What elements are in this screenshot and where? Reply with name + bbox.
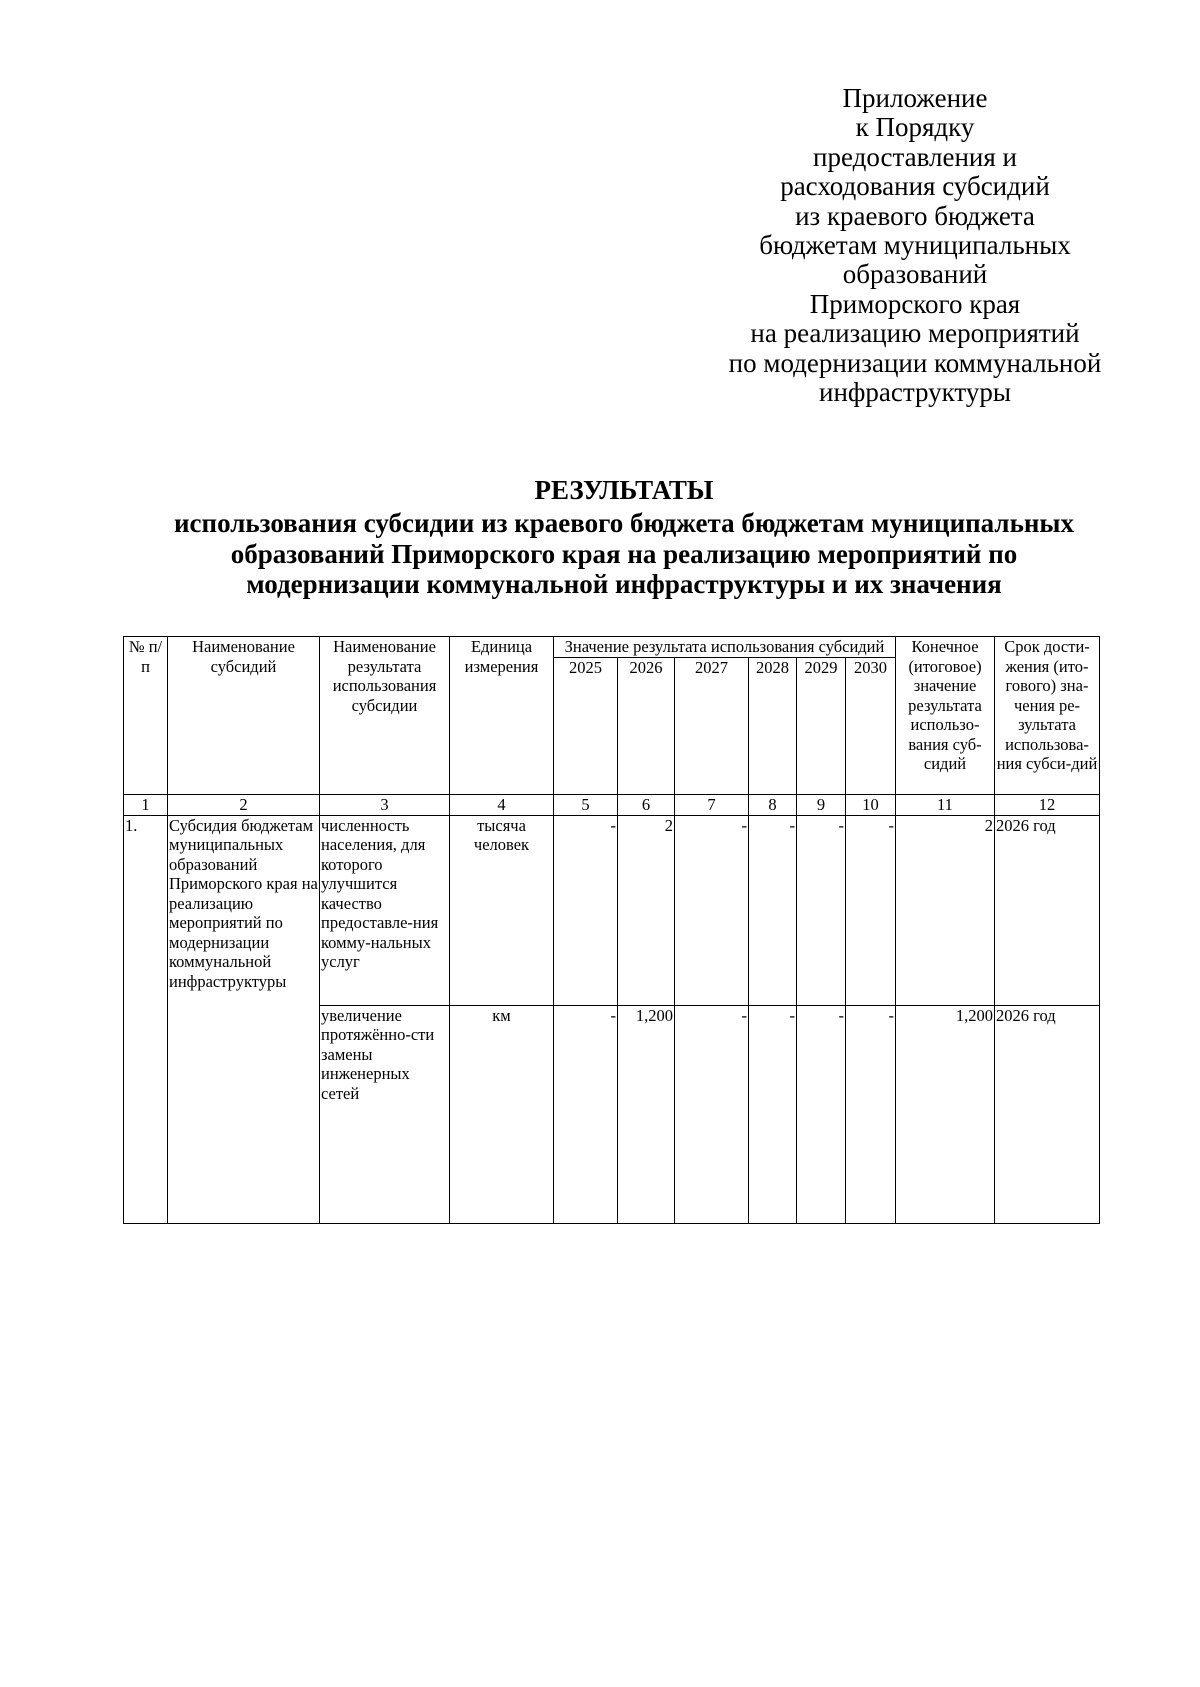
column-number: 3 <box>320 794 450 815</box>
subtitle-line: образований Приморского края на реализацию мероприятий по <box>230 538 1018 569</box>
column-number: 12 <box>995 794 1100 815</box>
column-number: 9 <box>797 794 846 815</box>
column-number-row <box>124 794 1100 815</box>
final-value-cell: 2 <box>896 815 995 1005</box>
year-value-cell: - <box>846 815 896 1005</box>
header-final-value: Конечное (итоговое) значение результата использо-вания суб-сидий <box>896 637 995 795</box>
year-value-cell: 1,200 <box>618 1005 675 1223</box>
year-value-cell: - <box>846 1005 896 1223</box>
appendix-line: по модернизации коммунальной <box>728 347 1102 378</box>
column-number: 5 <box>554 794 618 815</box>
appendix-line: Приложение <box>842 83 988 113</box>
column-number: 11 <box>896 794 995 815</box>
appendix-line: из краевого бюджета <box>795 200 1035 231</box>
year-value-cell: - <box>749 1005 797 1223</box>
document-subtitle <box>0 508 1200 600</box>
header-deadline: Срок дости-жения (ито-гового) зна-чения ре-зультата использова-ния субси-дий <box>995 637 1100 795</box>
column-number: 4 <box>450 794 554 815</box>
appendix-line: расходования субсидий <box>780 171 1050 202</box>
year-value-cell: - <box>797 1005 846 1223</box>
header-year: 2029 <box>797 657 846 794</box>
appendix-line: предоставления и <box>813 141 1017 172</box>
header-subsidy-name: Наименование субсидий <box>168 637 320 795</box>
year-value-cell: 2 <box>618 815 675 1005</box>
appendix-line: к Порядку <box>855 112 975 143</box>
column-number: 1 <box>124 794 168 815</box>
year-value-cell: - <box>749 815 797 1005</box>
document-title: РЕЗУЛЬТАТЫ <box>534 475 714 505</box>
header-unit: Единица измерения <box>450 637 554 795</box>
column-number: 8 <box>749 794 797 815</box>
year-value-cell: - <box>554 815 618 1005</box>
subtitle-line: использования субсидии из краевого бюджета бюджетам муниципальных <box>174 508 1074 538</box>
header-year: 2026 <box>618 657 675 794</box>
appendix-line: Приморского края <box>809 288 1021 319</box>
appendix-line: на реализацию мероприятий <box>750 318 1080 349</box>
row-number: 1. <box>124 815 168 1223</box>
column-number: 10 <box>846 794 896 815</box>
appendix-block <box>655 84 1175 407</box>
header-result-name: Наименование результата использования субсидии <box>320 637 450 795</box>
final-value-cell: 1,200 <box>896 1005 995 1223</box>
header-year: 2027 <box>675 657 749 794</box>
subtitle-line: модернизации коммунальной инфраструктуры и их значения <box>246 569 1002 599</box>
unit-cell: км <box>450 1005 554 1223</box>
year-value-cell: - <box>554 1005 618 1223</box>
column-number: 2 <box>168 794 320 815</box>
header-no: № п/п <box>124 637 168 795</box>
year-value-cell: - <box>675 1005 749 1223</box>
header-row <box>124 637 1100 658</box>
header-year: 2030 <box>846 657 896 794</box>
appendix-line: инфраструктуры <box>819 377 1011 408</box>
header-value-group: Значение результата использования субсидий <box>554 637 896 658</box>
column-number: 7 <box>675 794 749 815</box>
appendix-line: бюджетам муниципальных <box>759 230 1071 261</box>
year-value-cell: - <box>797 815 846 1005</box>
year-value-cell: - <box>675 815 749 1005</box>
unit-cell: тысяча человек <box>450 815 554 1005</box>
header-year: 2028 <box>749 657 797 794</box>
header-year: 2025 <box>554 657 618 794</box>
result-name-cell: численность населения, для которого улучшится качество предоставле-ния комму-нальных услуг <box>320 815 450 1005</box>
deadline-cell: 2026 год <box>995 1005 1100 1223</box>
appendix-line: образований <box>842 259 988 290</box>
deadline-cell: 2026 год <box>995 815 1100 1005</box>
result-name-cell: увеличение протяжённо-сти замены инженерных сетей <box>320 1005 450 1223</box>
table-row <box>124 815 1100 1005</box>
column-number: 6 <box>618 794 675 815</box>
subsidy-name-cell: Субсидия бюджетам муниципальных образований Приморского края на реализацию мероприятий по модернизации коммунальной инфраструктуры <box>168 815 320 1223</box>
results-table <box>123 636 1100 1224</box>
